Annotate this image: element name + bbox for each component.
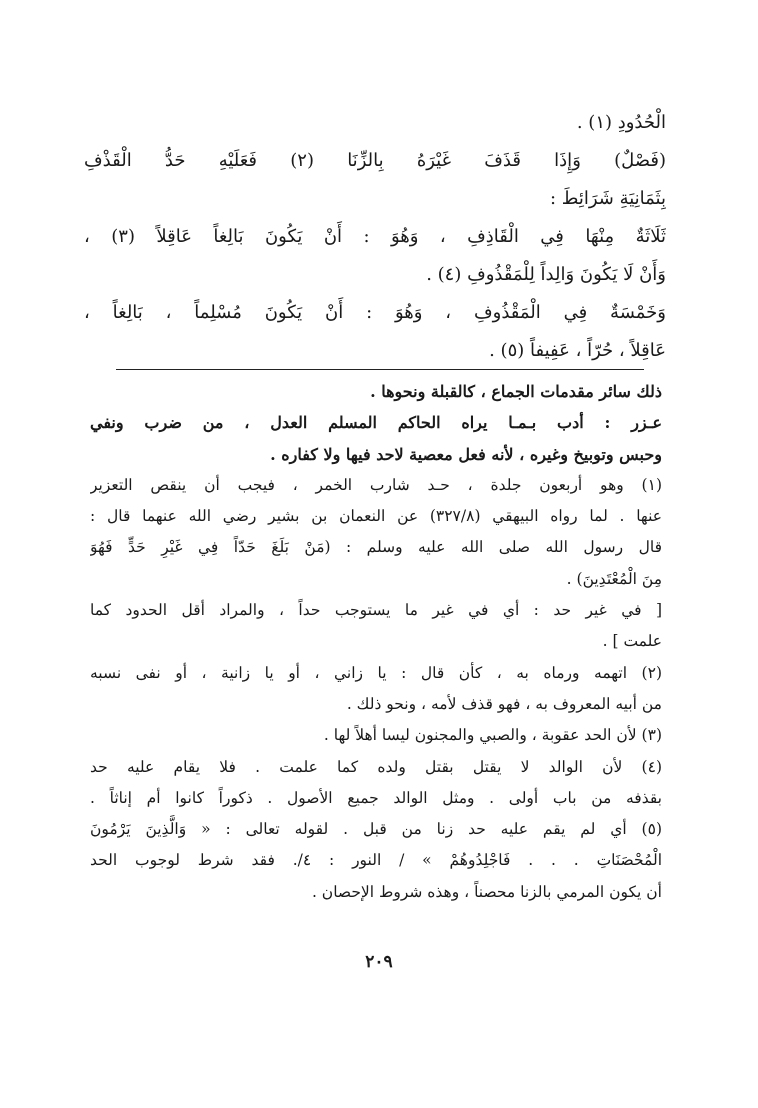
footnote-line: ذلك سائر مقدمات الجماع ، كالقبلة ونحوها . [370, 382, 662, 401]
footnote-line: (١) وهو أربعون جلدة ، حـد شارب الخمر ، فيجب أن ينقص التعزير [90, 475, 662, 494]
footnote-line: قال رسول الله صلى الله عليه وسلم : (مَنْ بَلَغَ حَدّاً فِي غَيْرِ حَدٍّ فَهُوَ [90, 538, 662, 557]
main-line: وَأَنْ لَا يَكُونَ وَالِداً لِلْمَقْذُوفِ (٤) . [426, 264, 666, 285]
footnote-line: مِنَ الْمُعْتَدِينَ) . [566, 569, 662, 588]
main-text [84, 104, 666, 370]
footnote-line: أن يكون المرمي بالزنا محصناً ، وهذه شروط الإحصان . [311, 882, 662, 901]
footnote-line: علمت ] . [602, 632, 662, 651]
footnote-line: الْمُحْصَنَاتِ . . . فَاجْلِدُوهُمْ » / النور : ٤/. فقد شرط لوجوب الحد [90, 851, 662, 870]
footnote-line: (٥) أي لم يقم عليه حد زنا من قبل . لقوله تعالى : « وَالَّذِينَ يَرْمُونَ [90, 820, 662, 839]
footnote-line: (٣) لأن الحد عقوبة ، والصبي والمجنون ليسا أهلاً لها . [323, 726, 662, 745]
main-line: بِثَمَانِيَةِ شَرَائِطَ : [549, 188, 666, 209]
footnote-line: (٢) اتهمه ورماه به ، كأن قال : يا زاني ، أو يا زانية ، أو نفى نسبه [90, 663, 662, 682]
footnote-line: عنها . لما رواه البيهقي (٣٢٧/٨) عن النعمان بن بشير رضي الله عنهما قال : [90, 507, 662, 526]
footnote-divider [116, 369, 644, 370]
page-number: ٢٠٩ [365, 952, 393, 972]
main-line: وَخَمْسَةٌ فِي الْمَقْذُوفِ ، وَهُوَ : أَنْ يَكُونَ مُسْلِماً ، بَالِغاً ، [84, 302, 666, 323]
footnote-line: وحبس وتوبيخ وغيره ، لأنه فعل معصية لاحد فيها ولا كفاره . [270, 444, 662, 464]
footnote-line: عـزر : أدب بـمـا يراه الحاكم المسلم العدل ، من ضرب ونفي [90, 413, 662, 433]
footnote-line: بقذفه من باب أولى . ومثل الوالد جميع الأصول . ذكوراً كانوا أم إناثاً . [90, 788, 662, 807]
main-line: عَاقِلاً ، حُرّاً ، عَفِيفاً (٥) . [489, 340, 666, 361]
footnote-line: [ في غير حد : أي في غير ما يستوجب حداً ، والمراد أقل الحدود كما [90, 601, 662, 620]
main-line: ثَلَاثَةٌ مِنْهَا فِي الْقَاذِفِ ، وَهُوَ : أَنْ يَكُونَ بَالِغاً عَاقِلاً (٣) ، [84, 226, 666, 247]
main-line: الْحُدُودِ (١) . [576, 112, 666, 133]
main-line: (فَصْلٌ) وَإِذَا قَذَفَ غَيْرَهُ بِالزِّنَا (٢) فَعَلَيْهِ حَدُّ الْقَذْفِ [84, 150, 666, 171]
footnote-line: (٤) لأن الوالد لا يقتل بقتل ولده كما علمت . فلا يقام عليه حد [90, 757, 662, 776]
footnote-line: من أبيه المعروف به ، فهو قذف لأمه ، ونحو ذلك . [346, 694, 662, 713]
footnotes [90, 376, 662, 908]
